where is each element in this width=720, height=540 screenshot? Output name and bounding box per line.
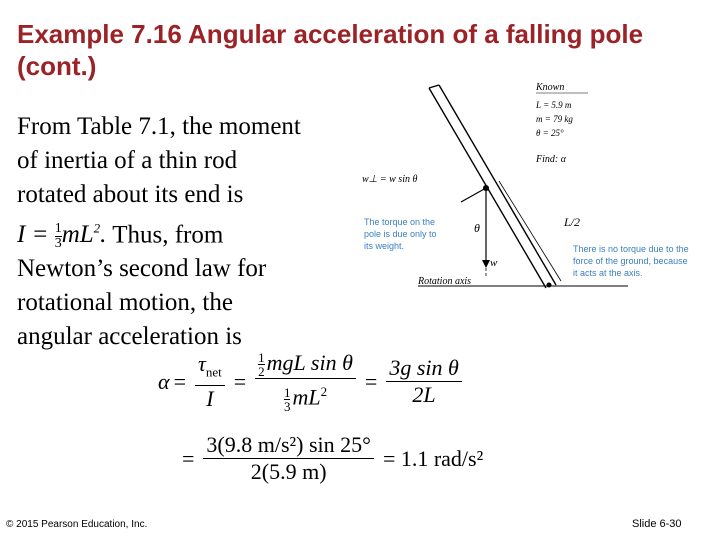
body-line-4-text: Thus, from xyxy=(106,221,224,249)
body-line-1: From Table 7.1, the moment xyxy=(17,113,301,140)
rotation-axis-label: Rotation axis xyxy=(418,276,472,287)
right-fraction xyxy=(386,355,461,408)
equation-result: = 1.1 rad/s² xyxy=(382,445,484,471)
angular-acceleration-equation xyxy=(158,350,558,500)
middle-denominator: mL xyxy=(292,384,321,410)
weight-label: w xyxy=(490,257,498,269)
axis-point xyxy=(547,283,552,288)
net-subscript: net xyxy=(205,364,222,380)
slide-number: Slide 6-30 xyxy=(632,518,682,530)
body-line-5: Newton’s second law for xyxy=(17,255,267,283)
middle-numerator: mgL sin θ xyxy=(266,350,353,375)
known-angle: θ = 25° xyxy=(536,128,564,138)
moment-of-inertia-formula: I = $\frac{1}{3}$ $mL^2$. xyxy=(17,221,107,252)
half-length-dimension xyxy=(499,181,561,281)
torque-note-line-1: The torque on the xyxy=(364,217,436,227)
body-line-2: of inertia of a thin rod xyxy=(17,147,238,174)
torque-note-line-2: pole is due only to xyxy=(364,229,437,239)
explanation-text xyxy=(17,110,357,354)
falling-pole-diagram xyxy=(358,78,714,298)
body-line-7: angular acceleration is xyxy=(17,323,242,351)
no-torque-note-line-3: it acts at the axis. xyxy=(573,268,643,278)
middle-fraction: $\frac{1}{2}$ mgL sin θ $\frac{1}{3}$ $mL^2$ xyxy=(255,350,356,413)
half-length-label: L/2 xyxy=(564,215,581,229)
perpendicular-weight-label: w⊥ = w sin θ xyxy=(362,174,418,185)
perpendicular-weight-vector xyxy=(461,188,486,202)
numeric-denominator: 2(5.9 m) xyxy=(250,459,327,484)
equation-row-1: α = $\frac{\tau_{net}}{I}$ = $\frac{1}{2}$ mgL sin θ $\frac{1}{3}$ $mL^2$ = $\frac{\text{3g sin θ}}{2L}$ xyxy=(158,350,467,413)
right-denominator: 2L xyxy=(412,382,436,408)
alpha-symbol: α xyxy=(158,368,170,394)
equation-row-2: = $\frac{\text{3(9.8 m/s²) sin 25°}}{2(5.9 m)}$ = 1.1 rad/s² xyxy=(182,432,484,484)
slide-title: Example 7.16 Angular acceleration of a falling pole (cont.) xyxy=(17,19,644,81)
no-torque-note-line-1: There is no torque due to the xyxy=(573,244,689,254)
numeric-numerator: 3(9.8 m/s²) sin 25° xyxy=(203,432,374,459)
find-label: Find: α xyxy=(536,154,566,165)
numeric-fraction xyxy=(203,432,374,485)
right-numerator: 3g sin θ xyxy=(386,355,461,382)
body-line-4 xyxy=(17,212,357,252)
known-mass: m = 79 kg xyxy=(536,114,573,124)
torque-over-inertia xyxy=(195,351,225,412)
known-header: Known xyxy=(536,82,565,93)
body-line-3: rotated about its end is xyxy=(17,181,244,208)
inertia-symbol: I xyxy=(206,386,214,412)
body-line-6: rotational motion, the xyxy=(17,289,233,317)
copyright-footer: © 2015 Pearson Education, Inc. xyxy=(6,519,148,530)
known-length: L = 5.9 m xyxy=(536,100,572,110)
tau-symbol: τ xyxy=(197,350,206,376)
weight-arrowhead xyxy=(482,260,490,268)
torque-note-line-3: its weight. xyxy=(364,241,405,251)
theta-label: θ xyxy=(474,221,480,235)
no-torque-note-line-2: force of the ground, because xyxy=(573,256,688,266)
